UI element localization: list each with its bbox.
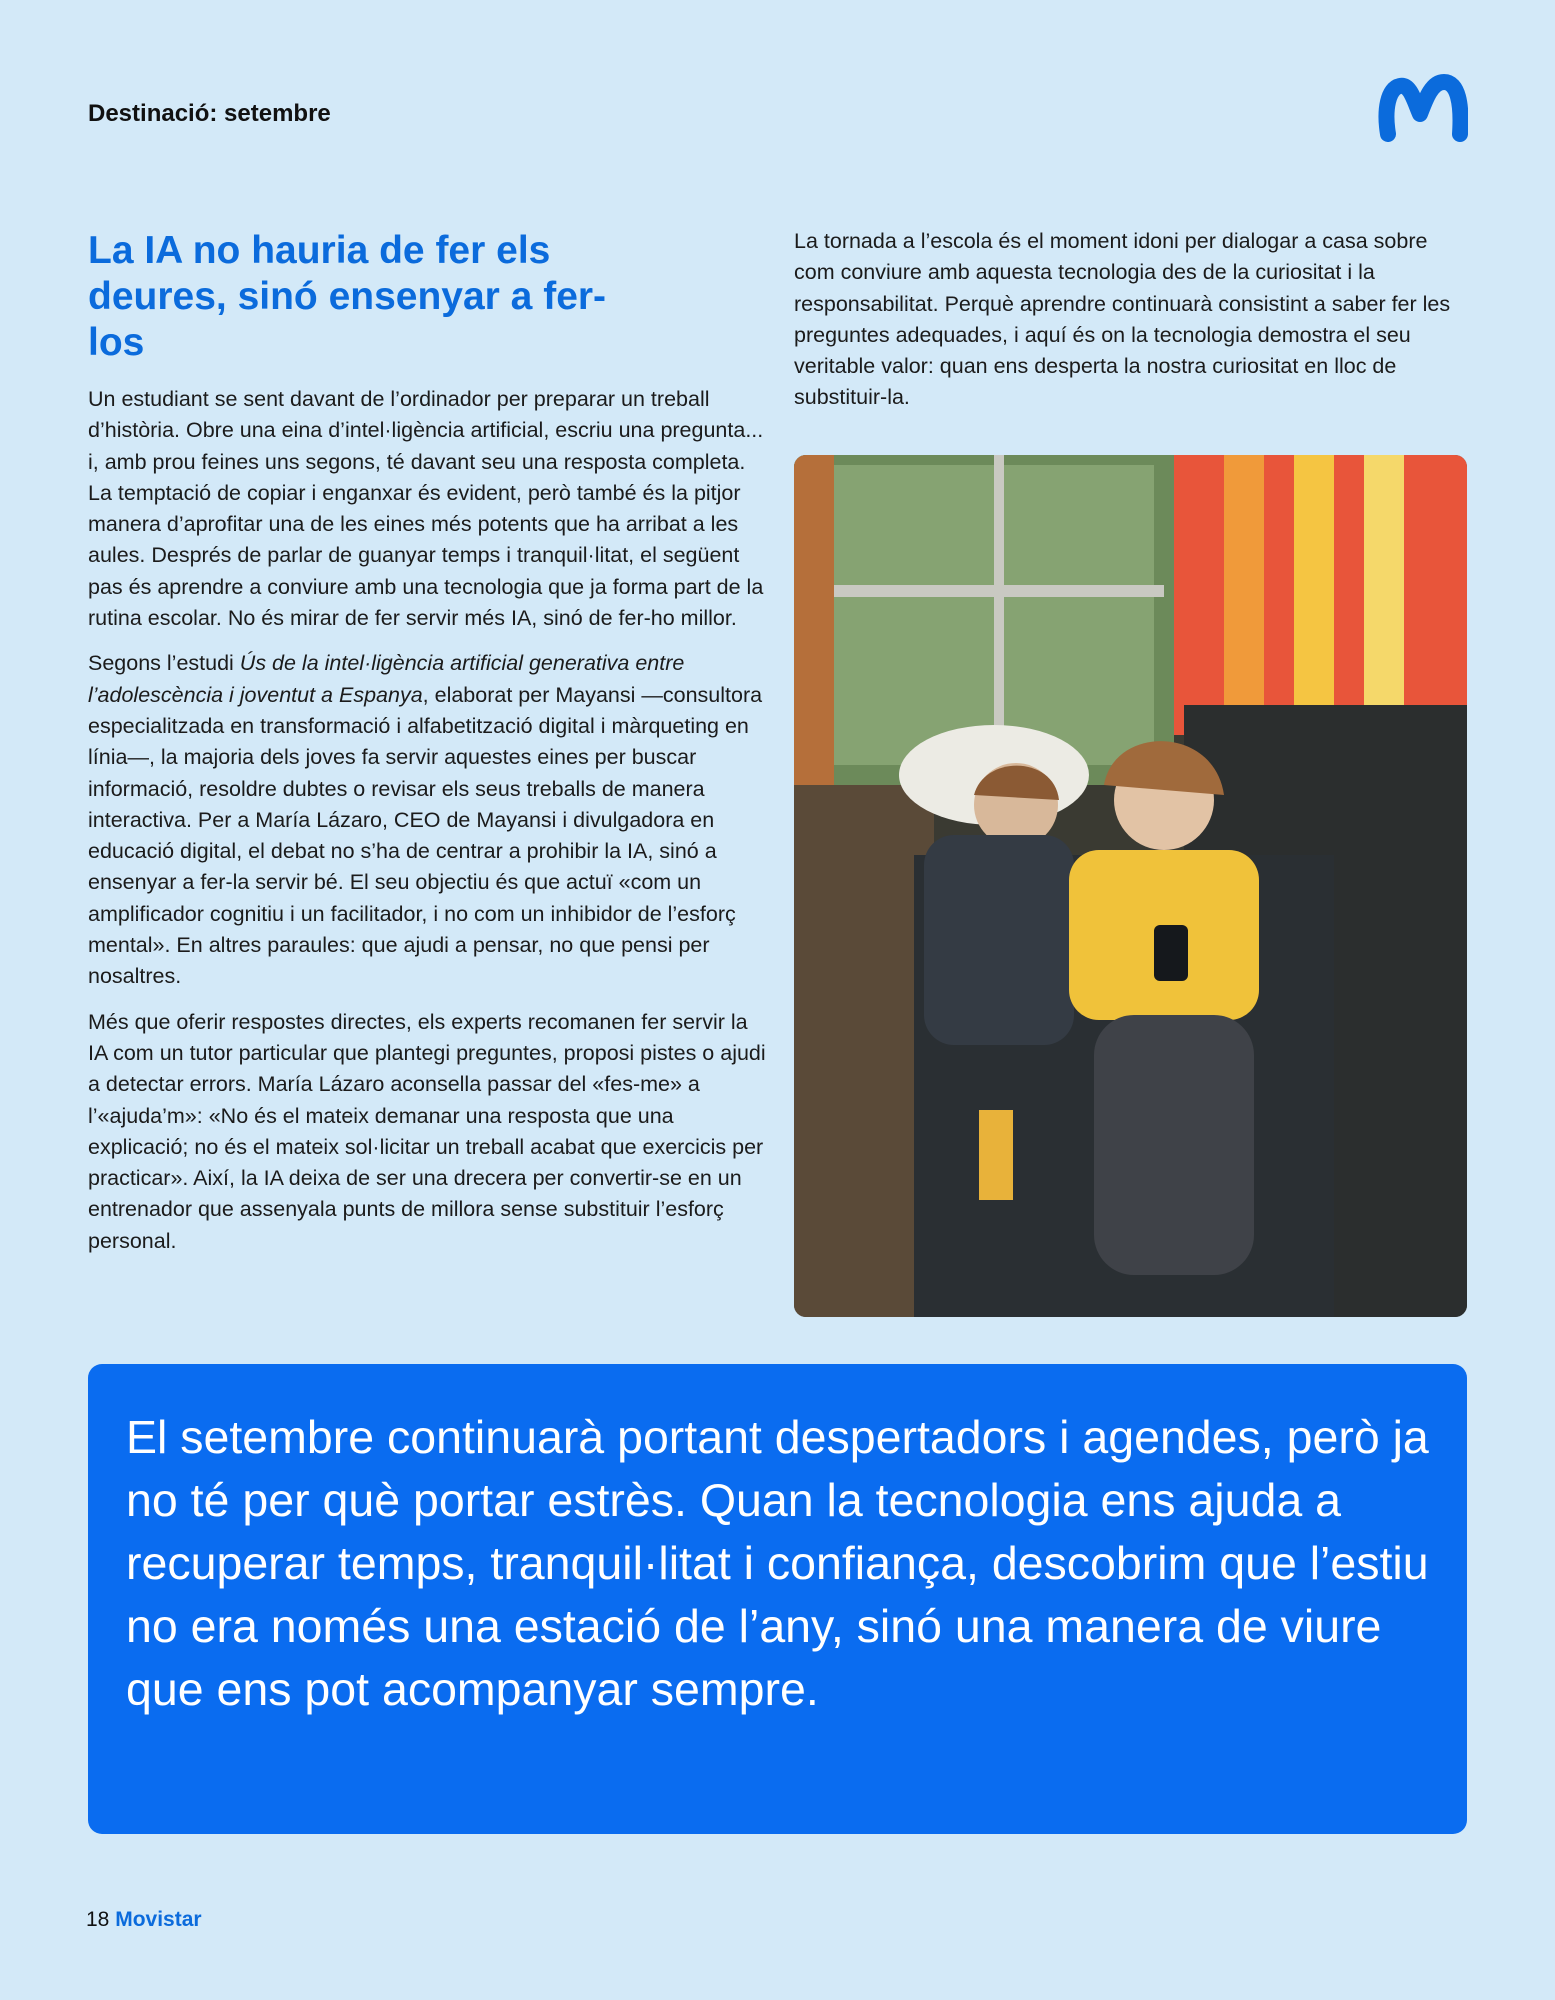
study-title: Ús de la intel·ligència artificial generativa entre l’adolescència i joventut a Espanya <box>88 651 685 707</box>
movistar-m-logo-icon <box>1378 74 1468 142</box>
article-right-column <box>794 226 1474 428</box>
article-paragraph-2 <box>88 648 768 992</box>
closing-quote-text: El setembre continuarà portant despertadors i agendes, però ja no té per què portar estrès. Quan la tecnologia ens ajuda a recuperar temps, tranquil·litat i confiança, descobrim que l’estiu no era només una estació de l’any, sinó una manera de viure que ens pot acompanyar sempre. <box>126 1411 1429 1715</box>
article-headline: La IA no hauria de fer els deures, sinó ensenyar a fer-los <box>88 229 607 364</box>
paragraph-2-body: , elaborat per Mayansi —consultora especialitzada en transformació i alfabetització digital i màrqueting en línia—, la majoria dels joves fa servir aquestes eines per buscar informació, resoldre dubtes o revisar els seus treballs de manera interactiva. Per a María Lázaro, CEO de Mayansi i divulgadora en educació digital, el debat no s’ha de centrar a prohibir la IA, sinó a ensenyar a fer-la servir bé. El seu objectiu és que actuï «com un amplificador cognitiu i un facilitador, i no com un inhibidor de l’esforç mental». En altres paraules: que ajudi a pensar, no que pensi per nosaltres. <box>88 682 763 989</box>
article-paragraph-4: La tornada a l’escola és el moment idoni per dialogar a casa sobre com conviure amb aquesta tecnologia des de la curiositat i la responsabilitat. Perquè aprendre continuarà consistint a saber fer les preguntes adequades, i aquí és on la tecnologia demostra el seu veritable valor: quan ens desperta la nostra curiositat en lloc de substituir-la. <box>794 229 1451 410</box>
article-left-column <box>88 228 768 1271</box>
section-label: Destinació: setembre <box>88 100 331 127</box>
page-number: 18 <box>86 1908 110 1931</box>
article-paragraph-3: Més que oferir respostes directes, els experts recomanen fer servir la IA com un tutor particular que plantegi preguntes, proposi pistes o ajudi a detectar errors. María Lázaro aconsella passar del «fes-me» a l’«ajuda’m»: «No és el mateix demanar una resposta que una explicació; no és el mateix sol·licitar un treball acabat que exercicis per practicar». Així, la IA deixa de ser una drecera per convertir-se en un entrenador que assenyala punts de millora sense substituir l’esforç personal. <box>88 1009 766 1253</box>
paragraph-2-intro: Segons l’estudi <box>88 651 240 676</box>
closing-quote-box <box>88 1364 1467 1834</box>
page-footer <box>86 1908 202 1932</box>
footer-brand: Movistar <box>115 1908 202 1931</box>
article-paragraph-1: Un estudiant se sent davant de l’ordinador per preparar un treball d’història. Obre una eina d’intel·ligència artificial, escriu una pregunta... i, amb prou feines uns segons, té davant seu una resposta completa. La temptació de copiar i enganxar és evident, però també és la pitjor manera d’aprofitar una de les eines més potents que ha arribat a les aules. Després de parlar de guanyar temps i tranquil·litat, el següent pas és aprendre a conviure amb una tecnologia que ja forma part de la rutina escolar. No és mirar de fer servir més IA, sinó de fer-ho millor. <box>88 387 764 631</box>
children-with-phone-photo <box>794 455 1467 1317</box>
